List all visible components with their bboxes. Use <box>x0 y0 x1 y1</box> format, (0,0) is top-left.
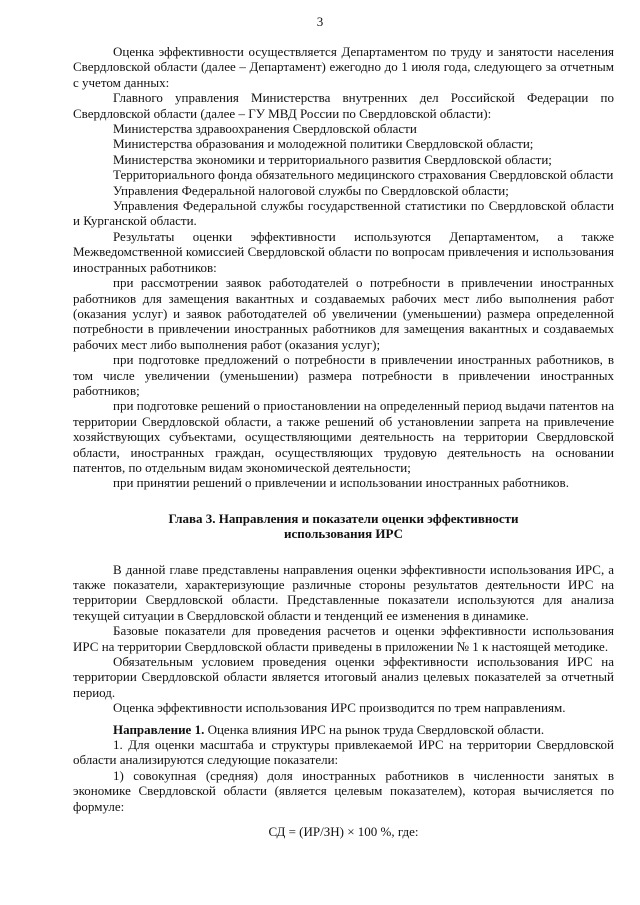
paragraph-base-indicators: Базовые показатели для проведения расчетов и оценки эффективности использования ИРС на территории Свердловской области приведены в приложении № 1 к настоящей методике. <box>73 623 614 654</box>
direction-1-label: Направление 1. <box>113 721 205 737</box>
document-body <box>73 44 614 840</box>
paragraph-source-gu-mvd: Главного управления Министерства внутренних дел Российской Федерации по Свердловской области (далее – ГУ МВД России по Свердловской области): <box>73 90 614 121</box>
paragraph-usage-proposals: при подготовке предложений о потребности в привлечении иностранных работников, в том числе увеличении (уменьшении) размера потребности в привлечении иностранных работников; <box>73 352 614 398</box>
paragraph-mandatory-condition: Обязательным условием проведения оценки эффективности использования ИРС на территории Свердловской области является итоговый анализ целевых показателей за отчетный период. <box>73 654 614 700</box>
paragraph-usage-patents: при подготовке решений о приостановлении на определенный период выдачи патентов на территории Свердловской области, а также решений об установлении запрета на привлечение хозяйствующих субъектами, осуществляющими деятельность на территории Свердловской области, иностранных граждан, осуществляющих трудовую деятельность на основании патентов, по отдельным видам экономической деятельности; <box>73 398 614 475</box>
paragraph-source-tax: Управления Федеральной налоговой службы по Свердловской области; <box>113 182 509 198</box>
chapter-heading-line-2: использования ИРС <box>284 526 403 542</box>
page-number: 3 <box>316 14 324 29</box>
paragraph-usage-decisions: при принятии решений о привлечении и использовании иностранных работников. <box>113 475 569 491</box>
paragraph-results-usage: Результаты оценки эффективности используются Департаментом, а также Межведомственной комиссией Свердловской области по вопросам привлечения и использования иностранных работников: <box>73 228 614 275</box>
paragraph-intro: Оценка эффективности осуществляется Департаментом по труду и занятости населения Свердловской области (далее – Департамент) ежегодно до 1 июля года, следующего за отчетным с учетом данных: <box>73 44 614 90</box>
paragraph-share-indicator: 1) совокупная (средняя) доля иностранных работников в численности занятых в экономике Свердловской области (является целевым показателем), которая вычисляется по формуле: <box>73 767 614 814</box>
paragraph-direction-1 <box>73 722 614 737</box>
paragraph-source-statistics: Управления Федеральной службы государственной статистики по Свердловской области и Курганской области. <box>73 198 614 229</box>
formula: СД = (ИР/ЗН) × 100 %, где: <box>268 824 419 840</box>
chapter-heading <box>73 511 614 542</box>
paragraph-chapter-intro: В данной главе представлены направления оценки эффективности использования ИРС, а также показатели, характеризующие различные стороны результатов деятельности ИРС на территории Свердловской области. Представленные показатели используются для анализа текущей ситуации в Свердловской области и тенденций ее изменения в динамике. <box>73 561 614 623</box>
paragraph-source-tfoms: Территориального фонда обязательного медицинского страхования Свердловской области <box>113 167 614 183</box>
chapter-heading-line-1: Глава 3. Направления и показатели оценки эффективности <box>168 510 519 526</box>
paragraph-scale-analysis: 1. Для оценки масштаба и структуры привлекаемой ИРС на территории Свердловской области анализируются следующие показатели: <box>73 737 614 768</box>
paragraph-three-directions: Оценка эффективности использования ИРС производится по трем направлениям. <box>113 700 566 716</box>
direction-1-text: Оценка влияния ИРС на рынок труда Свердловской области. <box>204 721 545 737</box>
paragraph-usage-applications: при рассмотрении заявок работодателей о потребности в привлечении иностранных работников для замещения вакантных и создаваемых рабочих мест либо выполнения работ (оказания услуг) и заявок работодателей об увеличении (уменьшении) размера определенной потребности в привлечении иностранных работников для замещения вакантных и создаваемых рабочих мест либо выполнения работ (оказания услуг); <box>73 275 614 352</box>
paragraph-source-education: Министерства образования и молодежной политики Свердловской области; <box>113 136 534 152</box>
paragraph-source-health: Министерства здравоохранения Свердловской области <box>113 121 417 137</box>
paragraph-source-economy: Министерства экономики и территориального развития Свердловской области; <box>113 151 552 167</box>
